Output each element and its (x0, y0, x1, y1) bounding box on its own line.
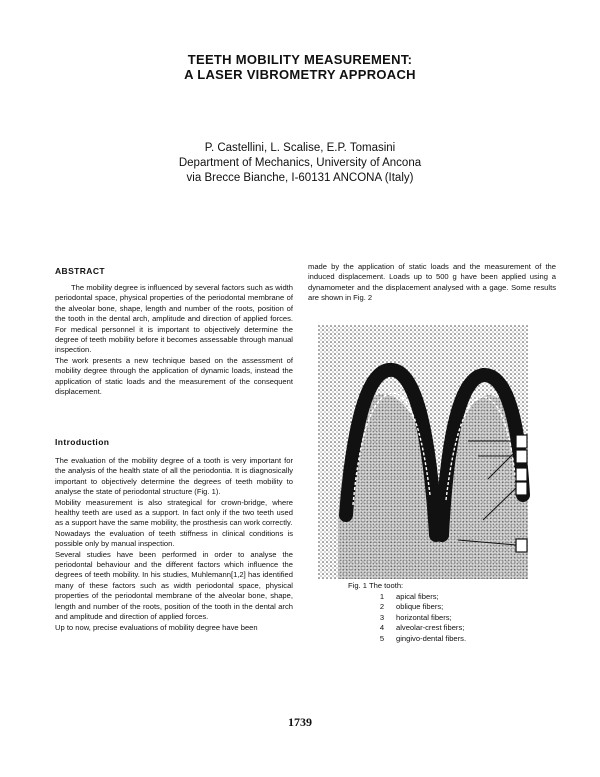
figure-caption-title: Fig. 1 The tooth: (348, 581, 404, 590)
figure-item-label: oblique fibers; (396, 602, 444, 611)
author-names: P. Castellini, L. Scalise, E.P. Tomasini (204, 142, 396, 154)
figure-item-label: apical fibers; (396, 591, 439, 601)
right-column-text (308, 262, 556, 304)
figure-item-label: gingivo-dental fibers. (396, 633, 467, 643)
right-column-paragraph-1: made by the application of static loads and the measurement of the induced displacement. Loads up to 500 g have been applied using a dynamometer and the displacement analysed with a gage. Some results are shown in Fig. 2 (308, 262, 556, 303)
abstract-paragraph-2: The work presents a new technique based on the assessment of mobility degree through the application of dynamic loads, instead the application of static loads and the measurement of the consequent displacement. (55, 355, 293, 397)
figure-item-label: horizontal fibers; (396, 612, 452, 622)
figure-item-number: 2 (379, 602, 385, 611)
introduction-paragraph-2: Mobility measurement is also strategical for crown-bridge, where healthy teeth are used as a support. In fact only if the two teeth used as a support have the same mobility, the prosthesis can work correctly. (55, 497, 293, 528)
figure-caption-item (368, 602, 466, 613)
figure-caption-item (368, 634, 466, 645)
figure-item-label: alveolar-crest fibers; (396, 623, 465, 632)
figure-caption (348, 581, 467, 644)
author-address: via Brecce Bianche, I-60131 ANCONA (Italy) (186, 172, 414, 184)
tooth-figure (318, 325, 554, 579)
paper-title-line2: A LASER VIBROMETRY APPROACH (184, 67, 416, 82)
introduction-paragraph-5: Up to now, precise evaluations of mobility degree have been (55, 622, 258, 632)
figure-item-number: 4 (379, 623, 385, 632)
figure-item-number: 1 (379, 591, 385, 601)
abstract-heading: ABSTRACT (55, 266, 105, 276)
figure-caption-item (368, 592, 466, 603)
introduction-body (55, 456, 293, 633)
introduction-paragraph-1: The evaluation of the mobility degree of a tooth is very important for the analysis of the health state of all the periodontia. It is diagnosically important to objectively determine the degrees of teeth mobility to analyse the state of periodontal structure (Fig. 1). (55, 456, 293, 497)
introduction-paragraph-3: Nowadays the evaluation of teeth stiffness in clinical conditions is possible only by manual inspection. (55, 528, 293, 549)
introduction-heading: Introduction (55, 437, 110, 447)
page-number: 1739 (288, 715, 312, 729)
paper-title-line1: TEETH MOBILITY MEASUREMENT: (187, 52, 413, 67)
author-department: Department of Mechanics, University of Ancona (178, 157, 422, 169)
abstract-paragraph-1: The mobility degree is influenced by several factors such as width periodontal space, physical properties of the periodontal membrane of the alveolar bone, shape, length and number of the roots, position of the tooth in the dental arch, amplitude and direction of applied forces. For medical personnel it is important to objectively determine the degree of teeth mobility before it becomes assessable through manual inspection. (55, 283, 293, 355)
figure-item-number: 5 (379, 633, 385, 643)
figure-caption-item (368, 613, 466, 624)
figure-caption-item (368, 623, 466, 634)
introduction-paragraph-4: Several studies have been performed in order to analyse the periodontal behaviour and the different factors which influence the degrees of teeth mobility. In his studies, Muhlemann[1,2] has identified many of these factors such as width periodontal space, physical properties of the periodontal membrane of the alveolar bone, shape, length and number of the roots, position of the tooth in the dental arch and amplitude and direction of applied forces. (55, 549, 293, 622)
abstract-body (55, 283, 293, 397)
figure-item-number: 3 (379, 612, 385, 622)
